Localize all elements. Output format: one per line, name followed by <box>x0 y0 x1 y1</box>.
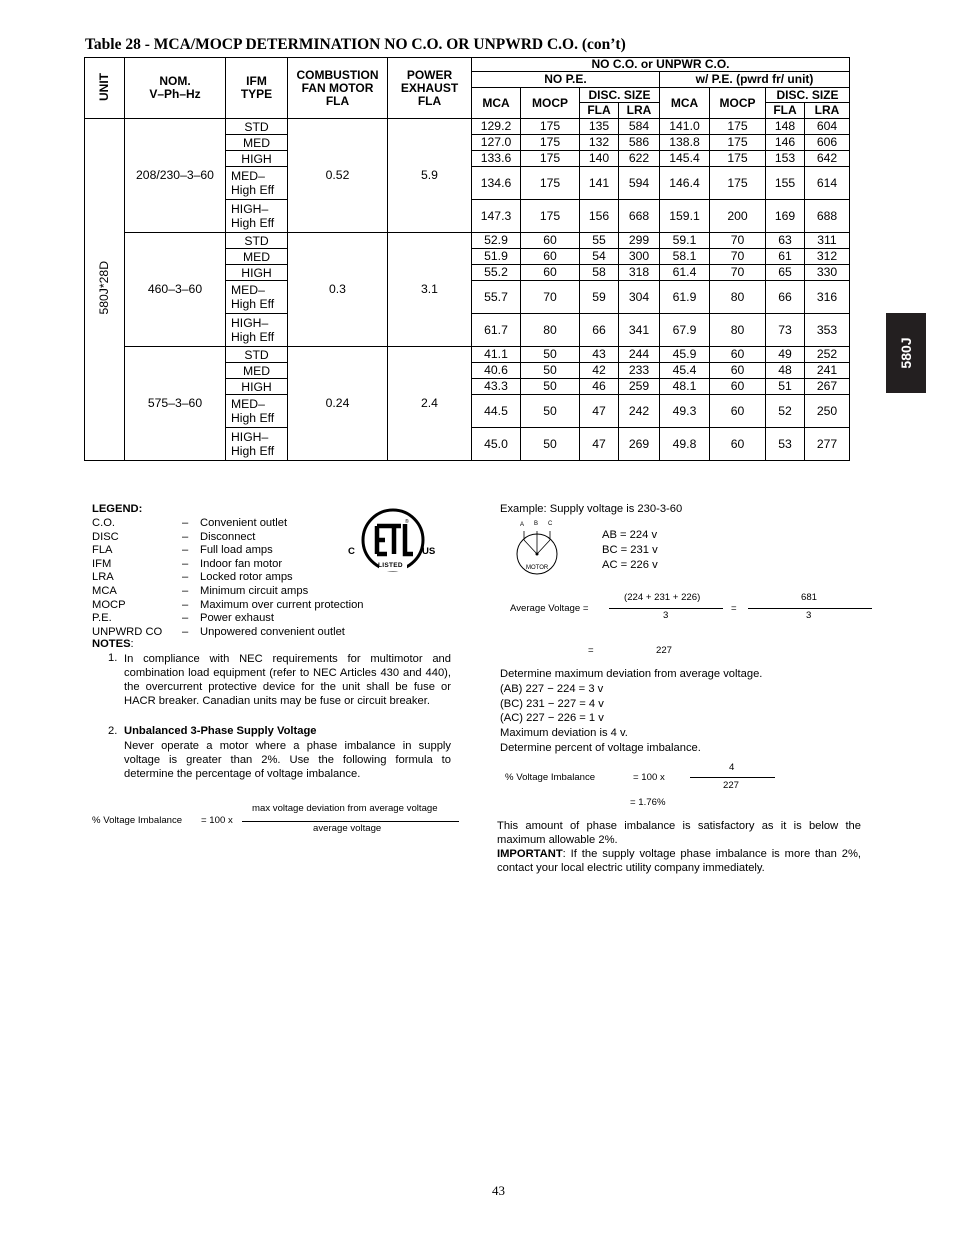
legend-desc: Indoor fan motor <box>200 557 283 570</box>
table-cell: 50 <box>521 395 580 428</box>
legend-desc: Locked rotor amps <box>200 571 293 584</box>
table-cell: 43 <box>580 347 619 363</box>
table-cell: 50 <box>521 428 580 461</box>
table-cell: 175 <box>710 151 766 167</box>
etl-c: C <box>348 546 355 557</box>
combustion-fla-cell: 0.3 <box>288 233 388 347</box>
legend-dash: – <box>182 585 189 597</box>
legend-dash: – <box>182 625 189 638</box>
deviation-line: (AB) 227 − 224 = 3 v <box>500 682 604 695</box>
deviation-line: (BC) 231 − 227 = 4 v <box>500 697 604 710</box>
ifm-type-cell: MED <box>226 135 288 151</box>
table-cell: 60 <box>710 379 766 395</box>
table-cell: 312 <box>805 249 850 265</box>
note2-title: Unbalanced 3-Phase Supply Voltage <box>124 725 317 737</box>
table-cell: 200 <box>710 200 766 233</box>
voltage-ab: AB = 224 v <box>602 529 658 541</box>
table-cell: 341 <box>619 314 660 347</box>
table-cell: 59 <box>580 281 619 314</box>
table-cell: 175 <box>710 135 766 151</box>
ifm-type-cell: STD <box>226 233 288 249</box>
imbalance-result: = 1.76% <box>630 797 666 808</box>
header-power-exhaust: POWER EXHAUST FLA <box>388 58 472 119</box>
header-disc-size: DISC. SIZE <box>580 88 660 103</box>
side-tab-label: 580J <box>898 337 914 369</box>
imbalance-numerator: 4 <box>729 762 735 773</box>
table-cell: 156 <box>580 200 619 233</box>
page-title: Table 28 - MCA/MOCP DETERMINATION NO C.O. OR UNPWRD C.O. (con’t) <box>85 36 626 53</box>
power-exhaust-fla-cell: 3.1 <box>388 233 472 347</box>
avg-line-2 <box>748 608 872 609</box>
table-cell: 41.1 <box>472 347 521 363</box>
table-cell: 61.9 <box>660 281 710 314</box>
table-cell: 153 <box>766 151 805 167</box>
header-nom: NOM. V–Ph–Hz <box>125 58 226 119</box>
table-cell: 60 <box>710 428 766 461</box>
table-cell: 155 <box>766 167 805 200</box>
notes-title: NOTES: <box>92 638 134 650</box>
table-cell: 594 <box>619 167 660 200</box>
table-cell: 50 <box>521 347 580 363</box>
table-cell: 175 <box>521 200 580 233</box>
voltage-cell: 208/230–3–60 <box>125 119 226 233</box>
table-cell: 169 <box>766 200 805 233</box>
table-cell: 614 <box>805 167 850 200</box>
example-title: Example: Supply voltage is 230-3-60 <box>500 503 683 515</box>
table-cell: 60 <box>710 347 766 363</box>
table-row <box>85 119 850 135</box>
avg-line <box>609 608 723 609</box>
ifm-type-cell: STD <box>226 119 288 135</box>
table-cell: 586 <box>619 135 660 151</box>
table-cell: 67.9 <box>660 314 710 347</box>
motor-label: MOTOR <box>526 565 549 571</box>
avg-numerator: (224 + 231 + 226) <box>624 592 701 603</box>
legend-desc: Maximum over current protection <box>200 598 364 611</box>
imbalance-denominator: 227 <box>723 780 740 791</box>
table-cell: 353 <box>805 314 850 347</box>
table-cell: 45.0 <box>472 428 521 461</box>
table-cell: 688 <box>805 200 850 233</box>
table-cell: 175 <box>521 167 580 200</box>
svg-text:®: ® <box>405 519 409 525</box>
table-cell: 61.7 <box>472 314 521 347</box>
table-cell: 47 <box>580 395 619 428</box>
voltage-bc: BC = 231 v <box>602 544 658 556</box>
legend-abbr: DISC <box>92 530 119 543</box>
table-cell: 148 <box>766 119 805 135</box>
important-text: IMPORTANT: If the supply voltage phase imbalance is more than 2%, contact your local electric utility company immediately. <box>497 848 861 874</box>
table-cell: 66 <box>580 314 619 347</box>
legend-abbr: IFM <box>92 557 112 570</box>
note2-text: Never operate a motor where a phase imbalance in supply voltage is greater than 2%. Use the following formula to determine the percentage of voltage imbalance. <box>124 740 451 780</box>
table-cell: 277 <box>805 428 850 461</box>
table-cell: 133.6 <box>472 151 521 167</box>
table-cell: 49 <box>766 347 805 363</box>
table-cell: 80 <box>710 314 766 347</box>
ifm-type-cell: HIGH– High Eff <box>226 314 288 347</box>
table-cell: 50 <box>521 379 580 395</box>
legend-abbr: MOCP <box>92 598 126 611</box>
header-w-pe: w/ P.E. (pwrd fr/ unit) <box>660 72 850 88</box>
header-lra: LRA <box>619 103 660 119</box>
legend-dash: – <box>182 530 189 543</box>
table-cell: 80 <box>521 314 580 347</box>
table-cell: 73 <box>766 314 805 347</box>
legend-abbr: P.E. <box>92 612 112 625</box>
table-cell: 140 <box>580 151 619 167</box>
motor-label-a: A <box>520 522 525 528</box>
power-exhaust-fla-cell: 5.9 <box>388 119 472 233</box>
note1-number: 1. <box>108 652 118 664</box>
table-cell: 132 <box>580 135 619 151</box>
table-cell: 70 <box>710 249 766 265</box>
deviation-line: (AC) 227 − 226 = 1 v <box>500 712 604 725</box>
table-cell: 141.0 <box>660 119 710 135</box>
table-cell: 584 <box>619 119 660 135</box>
etl-us: US <box>422 546 436 557</box>
combustion-fla-cell: 0.52 <box>288 119 388 233</box>
header-ifm: IFM TYPE <box>226 58 288 119</box>
avg-voltage-label: Average Voltage = <box>510 603 589 614</box>
table-cell: 606 <box>805 135 850 151</box>
table-cell: 252 <box>805 347 850 363</box>
header-mca: MCA <box>472 88 521 119</box>
table-cell: 59.1 <box>660 233 710 249</box>
voltage-cell: 460–3–60 <box>125 233 226 347</box>
header-mocp: MOCP <box>521 88 580 119</box>
header-unit: UNIT <box>85 58 125 119</box>
header-disc-size-pe: DISC. SIZE <box>766 88 850 103</box>
table-cell: 60 <box>710 395 766 428</box>
legend-dash: – <box>182 598 189 611</box>
table-cell: 159.1 <box>660 200 710 233</box>
legend-dash: – <box>182 517 189 529</box>
table-cell: 135 <box>580 119 619 135</box>
table-cell: 48.1 <box>660 379 710 395</box>
motor-label-c: C <box>548 521 553 527</box>
table-cell: 54 <box>580 249 619 265</box>
table-cell: 65 <box>766 265 805 281</box>
table-cell: 175 <box>710 119 766 135</box>
table-cell: 70 <box>710 265 766 281</box>
table-cell: 61 <box>766 249 805 265</box>
table-cell: 40.6 <box>472 363 521 379</box>
legend-desc: Disconnect <box>200 530 256 543</box>
etl-listed-mark <box>347 504 439 576</box>
table-cell: 299 <box>619 233 660 249</box>
table-cell: 311 <box>805 233 850 249</box>
table-cell: 267 <box>805 379 850 395</box>
table-cell: 55 <box>580 233 619 249</box>
ifm-type-cell: HIGH <box>226 265 288 281</box>
legend-abbr: UNPWRD CO <box>92 625 163 638</box>
ifm-type-cell: HIGH <box>226 379 288 395</box>
avg-eq: = <box>731 603 737 614</box>
table-cell: 43.3 <box>472 379 521 395</box>
table-cell: 138.8 <box>660 135 710 151</box>
table-cell: 45.4 <box>660 363 710 379</box>
ifm-type-cell: MED <box>226 249 288 265</box>
imbalance-label: % Voltage Imbalance <box>505 772 596 783</box>
table-cell: 44.5 <box>472 395 521 428</box>
mca-mocp-table <box>84 57 850 461</box>
table-cell: 622 <box>619 151 660 167</box>
table-cell: 51 <box>766 379 805 395</box>
legend-abbr: MCA <box>92 585 117 597</box>
table-cell: 52.9 <box>472 233 521 249</box>
table-cell: 175 <box>521 151 580 167</box>
table-cell: 318 <box>619 265 660 281</box>
ifm-type-cell: MED– High Eff <box>226 281 288 314</box>
avg-denominator: 3 <box>663 610 669 621</box>
table-cell: 49.3 <box>660 395 710 428</box>
avg-result-eq: = <box>588 645 594 656</box>
table-cell: 58 <box>580 265 619 281</box>
formula-numerator: max voltage deviation from average voltage <box>252 803 438 814</box>
table-cell: 70 <box>521 281 580 314</box>
etl-listed: LISTED <box>378 562 403 569</box>
motor-label-b: B <box>534 521 539 527</box>
table-cell: 70 <box>710 233 766 249</box>
legend-dash: – <box>182 612 189 625</box>
formula-label: % Voltage Imbalance <box>92 815 183 826</box>
table-cell: 244 <box>619 347 660 363</box>
table-cell: 53 <box>766 428 805 461</box>
legend-desc: Unpowered convenient outlet <box>200 625 345 638</box>
unit-cell: 580J*28D <box>85 119 125 461</box>
combustion-fla-cell: 0.24 <box>288 347 388 461</box>
avg-result: 227 <box>656 645 673 656</box>
legend-dash: – <box>182 571 189 584</box>
imbalance-eq: = 100 x <box>633 772 665 783</box>
header-combustion: COMBUSTION FAN MOTOR FLA <box>288 58 388 119</box>
header-lra-pe: LRA <box>805 103 850 119</box>
table-cell: 66 <box>766 281 805 314</box>
legend-abbr: FLA <box>92 544 113 557</box>
motor-diagram <box>514 520 564 578</box>
deviation-line: Maximum deviation is 4 v. <box>500 727 628 740</box>
legend-desc: Convenient outlet <box>200 517 288 529</box>
table-row <box>85 233 850 249</box>
legend-desc: Full load amps <box>200 544 273 557</box>
imbalance-line <box>690 777 775 778</box>
ifm-type-cell: MED– High Eff <box>226 395 288 428</box>
avg-numerator-2: 681 <box>801 592 818 603</box>
table-cell: 300 <box>619 249 660 265</box>
legend-abbr: C.O. <box>92 517 115 529</box>
header-fla-pe: FLA <box>766 103 805 119</box>
deviation-steps <box>500 667 762 756</box>
table-cell: 51.9 <box>472 249 521 265</box>
legend-abbr: LRA <box>92 571 114 584</box>
header-mocp-pe: MOCP <box>710 88 766 119</box>
deviation-line: Determine percent of voltage imbalance. <box>500 741 701 754</box>
table-cell: 46 <box>580 379 619 395</box>
table-cell: 233 <box>619 363 660 379</box>
voltage-cell: 575–3–60 <box>125 347 226 461</box>
table-cell: 48 <box>766 363 805 379</box>
legend-desc: Power exhaust <box>200 612 275 625</box>
ifm-type-cell: STD <box>226 347 288 363</box>
legend-dash: – <box>182 544 189 557</box>
table-cell: 242 <box>619 395 660 428</box>
note2-number: 2. <box>108 725 118 737</box>
table-cell: 60 <box>710 363 766 379</box>
avg-denominator-2: 3 <box>806 610 812 621</box>
deviation-line: Determine maximum deviation from average voltage. <box>500 668 763 680</box>
header-no-pe: NO P.E. <box>472 72 660 88</box>
voltage-ac: AC = 226 v <box>602 559 658 571</box>
table-cell: 80 <box>710 281 766 314</box>
table-cell: 63 <box>766 233 805 249</box>
table-cell: 127.0 <box>472 135 521 151</box>
table-cell: 175 <box>710 167 766 200</box>
table-cell: 42 <box>580 363 619 379</box>
table-cell: 304 <box>619 281 660 314</box>
ifm-type-cell: MED <box>226 363 288 379</box>
legend-dash: – <box>182 557 189 570</box>
table-cell: 50 <box>521 363 580 379</box>
table-cell: 47 <box>580 428 619 461</box>
header-group: NO C.O. or UNPWR C.O. <box>472 58 850 72</box>
legend-desc: Minimum circuit amps <box>200 585 309 597</box>
table-cell: 49.8 <box>660 428 710 461</box>
table-cell: 60 <box>521 265 580 281</box>
table-cell: 259 <box>619 379 660 395</box>
table-cell: 604 <box>805 119 850 135</box>
table-cell: 175 <box>521 135 580 151</box>
table-cell: 134.6 <box>472 167 521 200</box>
table-cell: 145.4 <box>660 151 710 167</box>
table-cell: 141 <box>580 167 619 200</box>
table-cell: 58.1 <box>660 249 710 265</box>
note1-text: In compliance with NEC requirements for multimotor and combination load equipment (refer to NEC Articles 430 and 440), the overcurrent protective device for the unit shall be fuse or HACR breaker. Canadian units may be fuse or circuit breaker. <box>124 653 451 707</box>
table-cell: 642 <box>805 151 850 167</box>
power-exhaust-fla-cell: 2.4 <box>388 347 472 461</box>
header-mca-pe: MCA <box>660 88 710 119</box>
table-cell: 52 <box>766 395 805 428</box>
table-cell: 55.7 <box>472 281 521 314</box>
table-cell: 330 <box>805 265 850 281</box>
table-row <box>85 347 850 363</box>
table-cell: 45.9 <box>660 347 710 363</box>
ifm-type-cell: HIGH– High Eff <box>226 200 288 233</box>
conclusion-text: This amount of phase imbalance is satisfactory as it is below the maximum allowable 2%. <box>497 820 861 846</box>
table-cell: 147.3 <box>472 200 521 233</box>
table-cell: 668 <box>619 200 660 233</box>
formula-line <box>242 821 459 822</box>
table-cell: 269 <box>619 428 660 461</box>
formula-eq: = 100 x <box>201 815 233 826</box>
table-cell: 316 <box>805 281 850 314</box>
table-cell: 129.2 <box>472 119 521 135</box>
ifm-type-cell: HIGH– High Eff <box>226 428 288 461</box>
table-cell: 146 <box>766 135 805 151</box>
table-cell: 60 <box>521 233 580 249</box>
formula-denominator: average voltage <box>313 823 382 834</box>
table-cell: 241 <box>805 363 850 379</box>
table-cell: 146.4 <box>660 167 710 200</box>
ifm-type-cell: HIGH <box>226 151 288 167</box>
important-label: IMPORTANT <box>497 848 563 860</box>
table-cell: 175 <box>521 119 580 135</box>
table-cell: 250 <box>805 395 850 428</box>
legend-title: LEGEND: <box>92 503 143 515</box>
table-cell: 55.2 <box>472 265 521 281</box>
header-fla: FLA <box>580 103 619 119</box>
side-tab <box>886 313 926 393</box>
page-number: 43 <box>492 1183 505 1198</box>
table-cell: 60 <box>521 249 580 265</box>
table-cell: 61.4 <box>660 265 710 281</box>
ifm-type-cell: MED– High Eff <box>226 167 288 200</box>
